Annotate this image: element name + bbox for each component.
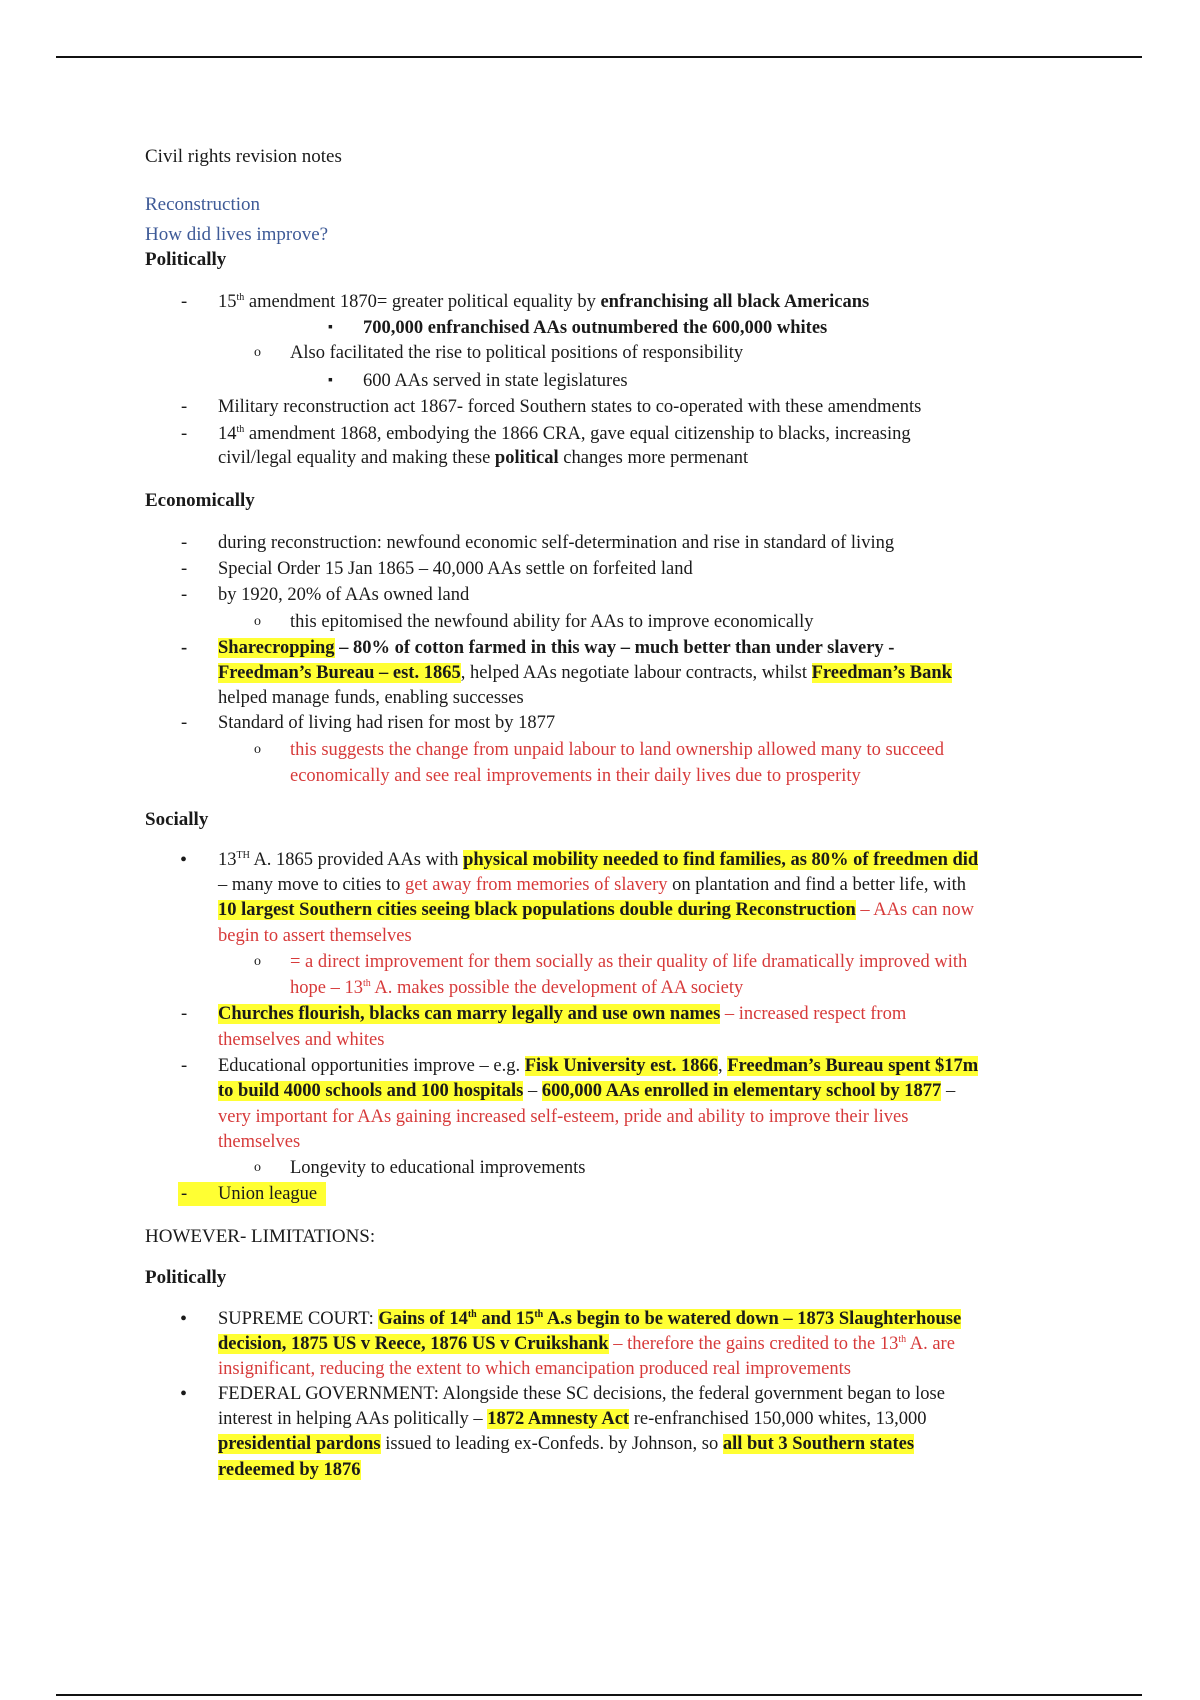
econ-point-1: during reconstruction: newfound economic self-determination and rise in standard of living: [218, 533, 895, 553]
lim-point-2-cont: interest in helping AAs politically – 1872 Amnesty Act re-enfranchised 150,000 whites, 13,000: [218, 1409, 927, 1429]
lim-point-2-cont3: redeemed by 1876: [218, 1460, 361, 1480]
pol-point-1: 15th amendment 1870= greater political equality by enfranchising all black Americans: [218, 291, 870, 312]
bullet-dash: -: [181, 559, 188, 579]
soc-point-3: Educational opportunities improve – e.g. Fisk University est. 1866, Freedman’s Bureau spent $17m: [218, 1056, 979, 1076]
econ-point-4: Sharecropping – 80% of cotton farmed in this way – much better than under slavery -: [218, 638, 895, 658]
limitations-heading: HOWEVER- LIMITATIONS:: [145, 1226, 376, 1247]
bullet-dash: -: [181, 713, 188, 733]
soc-point-3-sub: Longevity to educational improvements: [290, 1158, 586, 1178]
pol-point-1-sub2: Also facilitated the rise to political positions of responsibility: [290, 343, 744, 363]
bullet-dash: -: [181, 397, 188, 417]
lim-point-2: FEDERAL GOVERNMENT: Alongside these SC decisions, the federal government began to lose: [218, 1384, 945, 1404]
lim-point-1-cont2: insignificant, reducing the extent to which emancipation produced real improvements: [218, 1359, 851, 1379]
econ-point-5-sub-cont: economically and see real improvements in their daily lives due to prosperity: [290, 766, 861, 786]
soc-point-1-cont: – many move to cities to get away from memories of slavery on plantation and find a better life, with: [218, 875, 967, 895]
pol-point-1-sub: 700,000 enfranchised AAs outnumbered the 600,000 whites: [363, 318, 828, 338]
heading-politically: Politically: [145, 249, 227, 270]
soc-point-1-sub: = a direct improvement for them socially as their quality of life dramatically improved with: [290, 952, 968, 972]
bullet-dot: •: [180, 1383, 188, 1405]
pol-point-2: Military reconstruction act 1867- forced Southern states to co-operated with these amendments: [218, 397, 922, 417]
soc-point-3-cont2: very important for AAs gaining increased self-esteem, pride and ability to improve their lives: [218, 1107, 909, 1127]
soc-point-4: Union league: [218, 1184, 318, 1204]
bullet-dot: •: [180, 849, 188, 871]
soc-point-1-sub-cont: hope – 13th A. makes possible the development of AA society: [290, 977, 744, 998]
heading-politically-limitations: Politically: [145, 1267, 227, 1288]
pol-point-3-cont: civil/legal equality and making these political changes more permenant: [218, 448, 749, 468]
lim-point-2-cont2: presidential pardons issued to leading ex-Confeds. by Johnson, so all but 3 Southern states: [218, 1434, 915, 1454]
document-title: Civil rights revision notes: [145, 146, 342, 167]
section-heading: Reconstruction: [145, 194, 261, 215]
bullet-dot: •: [180, 1308, 188, 1330]
bullet-circle: o: [254, 1160, 261, 1175]
bullet-dash: -: [181, 1004, 188, 1024]
bullet-dash: -: [181, 424, 188, 444]
pol-point-1-sub3: 600 AAs served in state legislatures: [363, 371, 628, 391]
bullet-circle: o: [254, 614, 261, 629]
bullet-square: ▪: [328, 373, 333, 388]
lim-point-1-cont: decision, 1875 US v Reece, 1876 US v Cruikshank – therefore the gains credited to the 13th A. are: [218, 1333, 955, 1354]
bullet-dash: -: [181, 638, 188, 658]
soc-point-3-cont3: themselves: [218, 1132, 301, 1152]
econ-point-3: by 1920, 20% of AAs owned land: [218, 585, 470, 605]
footer-rule: [56, 1694, 1142, 1696]
lim-point-1: SUPREME COURT: Gains of 14th and 15th A.s begin to be watered down – 1873 Slaughterhouse: [218, 1308, 962, 1329]
bullet-dash: -: [181, 1184, 188, 1204]
bullet-circle: o: [254, 345, 261, 360]
econ-point-3-sub: this epitomised the newfound ability for AAs to improve economically: [290, 612, 814, 632]
soc-point-1: 13TH A. 1865 provided AAs with physical mobility needed to find families, as 80% of freedmen did: [218, 849, 979, 870]
heading-economically: Economically: [145, 490, 255, 511]
soc-point-2-cont: themselves and whites: [218, 1030, 385, 1050]
bullet-square: ▪: [328, 320, 333, 335]
bullet-dash: -: [181, 1056, 188, 1076]
soc-point-2: Churches flourish, blacks can marry legally and use own names – increased respect from: [218, 1004, 907, 1024]
econ-point-4-cont2: helped manage funds, enabling successes: [218, 688, 524, 708]
soc-point-1-cont3: begin to assert themselves: [218, 926, 412, 946]
soc-point-1-cont2: 10 largest Southern cities seeing black populations double during Reconstruction – AAs can now: [218, 900, 974, 920]
bullet-dash: -: [181, 585, 188, 605]
econ-point-4-cont: Freedman’s Bureau – est. 1865, helped AAs negotiate labour contracts, whilst Freedman’s Bank: [218, 663, 952, 683]
bullet-dash: -: [181, 533, 188, 553]
bullet-dash: -: [181, 292, 188, 312]
section-subheading: How did lives improve?: [145, 224, 329, 245]
heading-socially: Socially: [145, 809, 209, 830]
econ-point-5-sub: this suggests the change from unpaid labour to land ownership allowed many to succeed: [290, 740, 945, 760]
bullet-circle: o: [254, 742, 261, 757]
header-rule: [56, 56, 1142, 58]
soc-point-3-cont: to build 4000 schools and 100 hospitals – 600,000 AAs enrolled in elementary school by 1877 –: [218, 1081, 956, 1101]
econ-point-5: Standard of living had risen for most by 1877: [218, 713, 556, 733]
pol-point-3: 14th amendment 1868, embodying the 1866 CRA, gave equal citizenship to blacks, increasing: [218, 423, 911, 444]
econ-point-2: Special Order 15 Jan 1865 – 40,000 AAs settle on forfeited land: [218, 559, 693, 579]
bullet-circle: o: [254, 954, 261, 969]
